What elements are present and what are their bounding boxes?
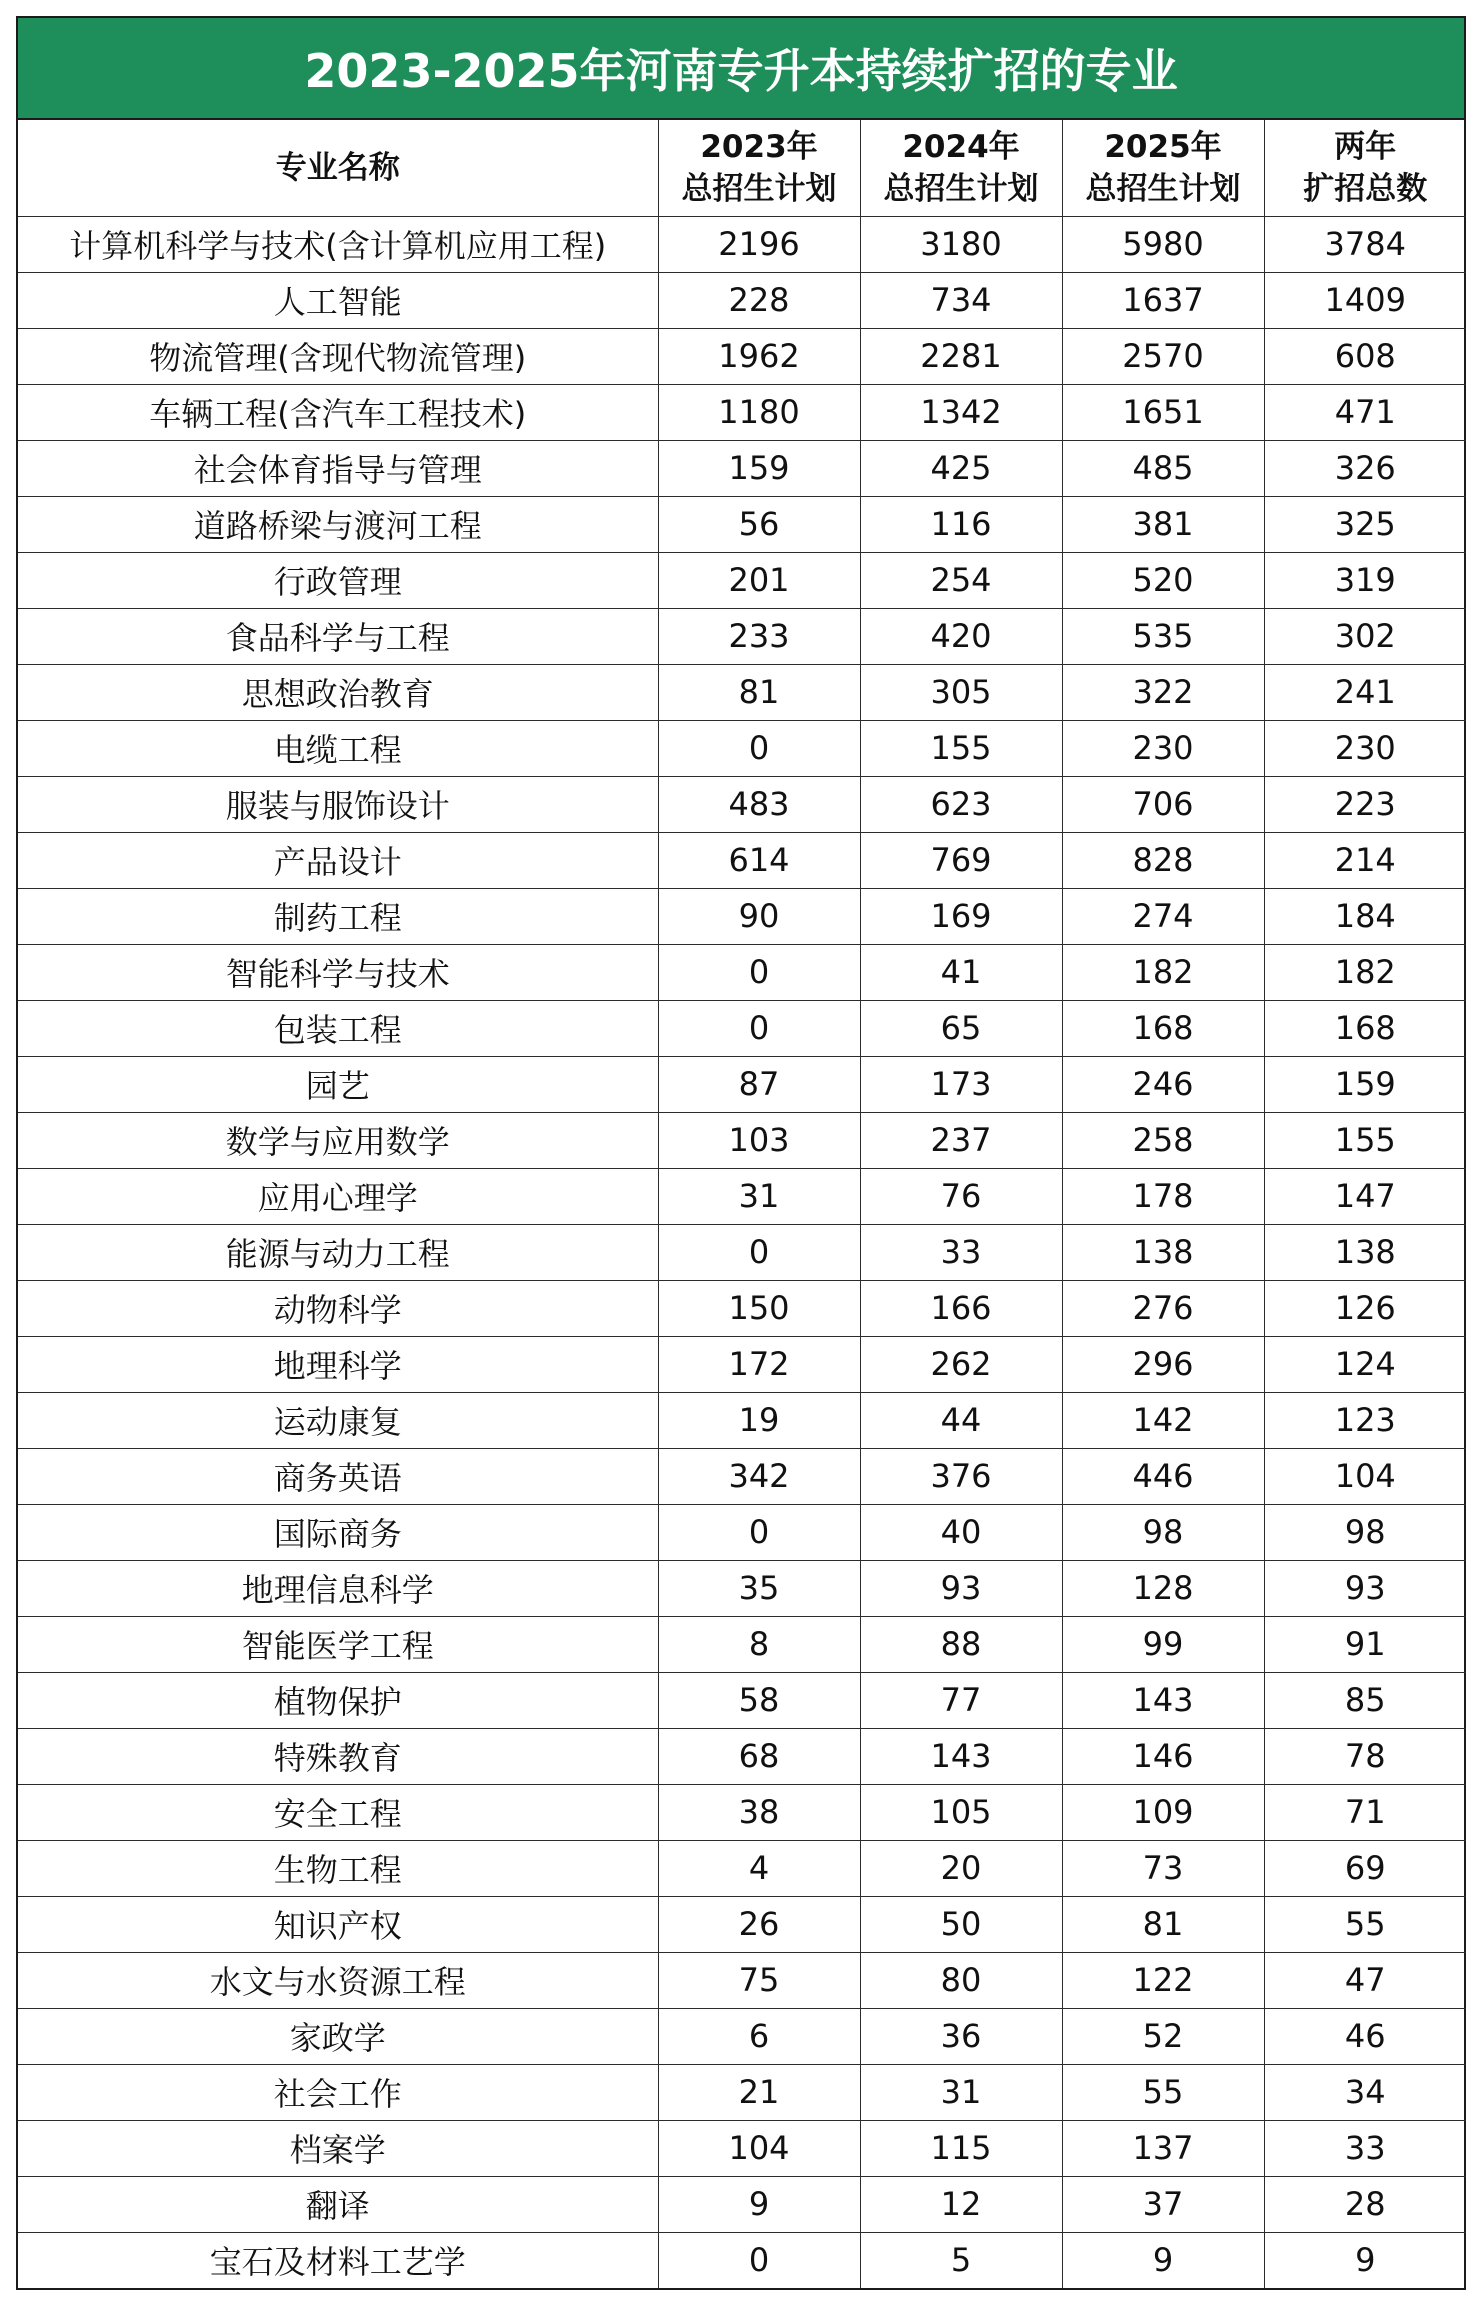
plan-2024-cell: 88 xyxy=(860,1616,1062,1672)
table-row xyxy=(18,1840,1466,1896)
table-row xyxy=(18,1448,1466,1504)
major-name-cell: 食品科学与工程 xyxy=(18,608,658,664)
major-name-cell: 园艺 xyxy=(18,1056,658,1112)
plan-2024-cell: 3180 xyxy=(860,216,1062,272)
header-2024-line1: 2024年 xyxy=(902,128,1020,165)
major-name-cell: 计算机科学与技术(含计算机应用工程) xyxy=(18,216,658,272)
plan-2023-cell: 0 xyxy=(658,720,860,776)
plan-2025-cell: 99 xyxy=(1062,1616,1264,1672)
plan-2025-cell: 828 xyxy=(1062,832,1264,888)
plan-2025-cell: 128 xyxy=(1062,1560,1264,1616)
increase-total-cell: 93 xyxy=(1264,1560,1466,1616)
table-row xyxy=(18,2232,1466,2288)
plan-2024-cell: 40 xyxy=(860,1504,1062,1560)
plan-2025-cell: 258 xyxy=(1062,1112,1264,1168)
plan-2023-cell: 1180 xyxy=(658,384,860,440)
plan-2025-cell: 182 xyxy=(1062,944,1264,1000)
plan-2025-cell: 520 xyxy=(1062,552,1264,608)
increase-total-cell: 159 xyxy=(1264,1056,1466,1112)
table-row xyxy=(18,216,1466,272)
header-increase xyxy=(1264,120,1466,216)
plan-2024-cell: 262 xyxy=(860,1336,1062,1392)
major-name-cell: 服装与服饰设计 xyxy=(18,776,658,832)
table-row xyxy=(18,608,1466,664)
plan-2023-cell: 68 xyxy=(658,1728,860,1784)
table-row xyxy=(18,1112,1466,1168)
plan-2023-cell: 0 xyxy=(658,1504,860,1560)
increase-total-cell: 608 xyxy=(1264,328,1466,384)
plan-2025-cell: 73 xyxy=(1062,1840,1264,1896)
plan-2024-cell: 5 xyxy=(860,2232,1062,2288)
header-2025 xyxy=(1062,120,1264,216)
plan-2025-cell: 2570 xyxy=(1062,328,1264,384)
plan-2025-cell: 322 xyxy=(1062,664,1264,720)
increase-total-cell: 230 xyxy=(1264,720,1466,776)
table-row xyxy=(18,1728,1466,1784)
increase-total-cell: 46 xyxy=(1264,2008,1466,2064)
increase-total-cell: 147 xyxy=(1264,1168,1466,1224)
plan-2023-cell: 104 xyxy=(658,2120,860,2176)
table-row xyxy=(18,272,1466,328)
plan-2024-cell: 623 xyxy=(860,776,1062,832)
major-name-cell: 产品设计 xyxy=(18,832,658,888)
increase-total-cell: 223 xyxy=(1264,776,1466,832)
increase-total-cell: 138 xyxy=(1264,1224,1466,1280)
table-row xyxy=(18,664,1466,720)
plan-2023-cell: 8 xyxy=(658,1616,860,1672)
header-2024 xyxy=(860,120,1062,216)
plan-2023-cell: 342 xyxy=(658,1448,860,1504)
plan-2024-cell: 12 xyxy=(860,2176,1062,2232)
major-name-cell: 车辆工程(含汽车工程技术) xyxy=(18,384,658,440)
increase-total-cell: 155 xyxy=(1264,1112,1466,1168)
plan-2023-cell: 150 xyxy=(658,1280,860,1336)
plan-2024-cell: 65 xyxy=(860,1000,1062,1056)
plan-2023-cell: 0 xyxy=(658,2232,860,2288)
plan-2025-cell: 246 xyxy=(1062,1056,1264,1112)
plan-2024-cell: 76 xyxy=(860,1168,1062,1224)
major-name-cell: 人工智能 xyxy=(18,272,658,328)
plan-2024-cell: 769 xyxy=(860,832,1062,888)
major-name-cell: 能源与动力工程 xyxy=(18,1224,658,1280)
plan-2025-cell: 706 xyxy=(1062,776,1264,832)
major-name-cell: 地理科学 xyxy=(18,1336,658,1392)
major-name-cell: 档案学 xyxy=(18,2120,658,2176)
plan-2024-cell: 376 xyxy=(860,1448,1062,1504)
plan-2025-cell: 178 xyxy=(1062,1168,1264,1224)
plan-2024-cell: 305 xyxy=(860,664,1062,720)
enrollment-sheet xyxy=(16,16,1466,2290)
table-row xyxy=(18,2064,1466,2120)
plan-2024-cell: 36 xyxy=(860,2008,1062,2064)
table-row xyxy=(18,776,1466,832)
plan-2025-cell: 381 xyxy=(1062,496,1264,552)
plan-2023-cell: 21 xyxy=(658,2064,860,2120)
plan-2025-cell: 485 xyxy=(1062,440,1264,496)
increase-total-cell: 325 xyxy=(1264,496,1466,552)
plan-2024-cell: 44 xyxy=(860,1392,1062,1448)
header-major-name: 专业名称 xyxy=(18,120,658,216)
major-name-cell: 思想政治教育 xyxy=(18,664,658,720)
plan-2024-cell: 31 xyxy=(860,2064,1062,2120)
plan-2025-cell: 138 xyxy=(1062,1224,1264,1280)
major-name-cell: 特殊教育 xyxy=(18,1728,658,1784)
plan-2023-cell: 58 xyxy=(658,1672,860,1728)
table-row xyxy=(18,832,1466,888)
plan-2024-cell: 50 xyxy=(860,1896,1062,1952)
major-name-cell: 包装工程 xyxy=(18,1000,658,1056)
plan-2023-cell: 0 xyxy=(658,1224,860,1280)
plan-2023-cell: 81 xyxy=(658,664,860,720)
header-row xyxy=(18,120,1466,216)
increase-total-cell: 9 xyxy=(1264,2232,1466,2288)
table-row xyxy=(18,1168,1466,1224)
plan-2025-cell: 137 xyxy=(1062,2120,1264,2176)
increase-total-cell: 326 xyxy=(1264,440,1466,496)
plan-2024-cell: 237 xyxy=(860,1112,1062,1168)
table-row xyxy=(18,1280,1466,1336)
major-name-cell: 水文与水资源工程 xyxy=(18,1952,658,2008)
plan-2023-cell: 26 xyxy=(658,1896,860,1952)
increase-total-cell: 85 xyxy=(1264,1672,1466,1728)
plan-2024-cell: 254 xyxy=(860,552,1062,608)
major-name-cell: 应用心理学 xyxy=(18,1168,658,1224)
plan-2023-cell: 1962 xyxy=(658,328,860,384)
plan-2025-cell: 143 xyxy=(1062,1672,1264,1728)
major-name-cell: 家政学 xyxy=(18,2008,658,2064)
table-row xyxy=(18,440,1466,496)
plan-2025-cell: 52 xyxy=(1062,2008,1264,2064)
major-name-cell: 智能医学工程 xyxy=(18,1616,658,1672)
major-name-cell: 翻译 xyxy=(18,2176,658,2232)
plan-2023-cell: 90 xyxy=(658,888,860,944)
plan-2024-cell: 115 xyxy=(860,2120,1062,2176)
increase-total-cell: 319 xyxy=(1264,552,1466,608)
table-row xyxy=(18,496,1466,552)
header-2025-line2: 总招生计划 xyxy=(1085,170,1241,207)
table-row xyxy=(18,1336,1466,1392)
header-2025-line1: 2025年 xyxy=(1104,128,1222,165)
plan-2024-cell: 33 xyxy=(860,1224,1062,1280)
table-row xyxy=(18,1672,1466,1728)
major-name-cell: 智能科学与技术 xyxy=(18,944,658,1000)
major-name-cell: 地理信息科学 xyxy=(18,1560,658,1616)
plan-2025-cell: 296 xyxy=(1062,1336,1264,1392)
table-row xyxy=(18,552,1466,608)
major-name-cell: 宝石及材料工艺学 xyxy=(18,2232,658,2288)
table-row xyxy=(18,1224,1466,1280)
plan-2023-cell: 56 xyxy=(658,496,860,552)
plan-2025-cell: 446 xyxy=(1062,1448,1264,1504)
increase-total-cell: 33 xyxy=(1264,2120,1466,2176)
major-name-cell: 道路桥梁与渡河工程 xyxy=(18,496,658,552)
major-name-cell: 商务英语 xyxy=(18,1448,658,1504)
increase-total-cell: 123 xyxy=(1264,1392,1466,1448)
table-row xyxy=(18,1000,1466,1056)
plan-2024-cell: 169 xyxy=(860,888,1062,944)
major-name-cell: 社会工作 xyxy=(18,2064,658,2120)
major-name-cell: 社会体育指导与管理 xyxy=(18,440,658,496)
table-row xyxy=(18,384,1466,440)
increase-total-cell: 104 xyxy=(1264,1448,1466,1504)
table-row xyxy=(18,2120,1466,2176)
plan-2023-cell: 483 xyxy=(658,776,860,832)
plan-2025-cell: 142 xyxy=(1062,1392,1264,1448)
plan-2023-cell: 172 xyxy=(658,1336,860,1392)
table-row xyxy=(18,1616,1466,1672)
increase-total-cell: 126 xyxy=(1264,1280,1466,1336)
major-name-cell: 数学与应用数学 xyxy=(18,1112,658,1168)
increase-total-cell: 124 xyxy=(1264,1336,1466,1392)
plan-2024-cell: 20 xyxy=(860,1840,1062,1896)
increase-total-cell: 241 xyxy=(1264,664,1466,720)
increase-total-cell: 168 xyxy=(1264,1000,1466,1056)
plan-2025-cell: 55 xyxy=(1062,2064,1264,2120)
table-row xyxy=(18,720,1466,776)
major-name-cell: 动物科学 xyxy=(18,1280,658,1336)
plan-2023-cell: 35 xyxy=(658,1560,860,1616)
plan-2025-cell: 276 xyxy=(1062,1280,1264,1336)
major-name-cell: 运动康复 xyxy=(18,1392,658,1448)
plan-2024-cell: 1342 xyxy=(860,384,1062,440)
table-row xyxy=(18,1784,1466,1840)
table-row xyxy=(18,328,1466,384)
increase-total-cell: 1409 xyxy=(1264,272,1466,328)
table-row xyxy=(18,1392,1466,1448)
plan-2024-cell: 155 xyxy=(860,720,1062,776)
plan-2023-cell: 87 xyxy=(658,1056,860,1112)
major-name-cell: 植物保护 xyxy=(18,1672,658,1728)
plan-2023-cell: 9 xyxy=(658,2176,860,2232)
plan-2025-cell: 535 xyxy=(1062,608,1264,664)
plan-2024-cell: 420 xyxy=(860,608,1062,664)
table-row xyxy=(18,1560,1466,1616)
increase-total-cell: 71 xyxy=(1264,1784,1466,1840)
plan-2025-cell: 274 xyxy=(1062,888,1264,944)
plan-2023-cell: 201 xyxy=(658,552,860,608)
major-name-cell: 电缆工程 xyxy=(18,720,658,776)
plan-2024-cell: 116 xyxy=(860,496,1062,552)
header-increase-line1: 两年 xyxy=(1334,128,1397,165)
plan-2023-cell: 19 xyxy=(658,1392,860,1448)
increase-total-cell: 34 xyxy=(1264,2064,1466,2120)
increase-total-cell: 55 xyxy=(1264,1896,1466,1952)
table-body xyxy=(18,216,1466,2288)
table-row xyxy=(18,2008,1466,2064)
major-name-cell: 行政管理 xyxy=(18,552,658,608)
table-row xyxy=(18,1952,1466,2008)
increase-total-cell: 184 xyxy=(1264,888,1466,944)
plan-2024-cell: 80 xyxy=(860,1952,1062,2008)
table-row xyxy=(18,1504,1466,1560)
increase-total-cell: 471 xyxy=(1264,384,1466,440)
plan-2023-cell: 103 xyxy=(658,1112,860,1168)
plan-2025-cell: 9 xyxy=(1062,2232,1264,2288)
header-increase-line2: 扩招总数 xyxy=(1303,170,1428,207)
plan-2023-cell: 38 xyxy=(658,1784,860,1840)
major-name-cell: 制药工程 xyxy=(18,888,658,944)
plan-2024-cell: 143 xyxy=(860,1728,1062,1784)
increase-total-cell: 98 xyxy=(1264,1504,1466,1560)
plan-2025-cell: 1651 xyxy=(1062,384,1264,440)
plan-2024-cell: 173 xyxy=(860,1056,1062,1112)
plan-2023-cell: 75 xyxy=(658,1952,860,2008)
enrollment-table xyxy=(18,120,1466,2288)
table-row xyxy=(18,1056,1466,1112)
header-2023 xyxy=(658,120,860,216)
plan-2025-cell: 5980 xyxy=(1062,216,1264,272)
major-name-cell: 知识产权 xyxy=(18,1896,658,1952)
plan-2023-cell: 0 xyxy=(658,1000,860,1056)
plan-2023-cell: 228 xyxy=(658,272,860,328)
plan-2025-cell: 230 xyxy=(1062,720,1264,776)
plan-2025-cell: 1637 xyxy=(1062,272,1264,328)
plan-2025-cell: 122 xyxy=(1062,1952,1264,2008)
major-name-cell: 物流管理(含现代物流管理) xyxy=(18,328,658,384)
plan-2025-cell: 168 xyxy=(1062,1000,1264,1056)
increase-total-cell: 3784 xyxy=(1264,216,1466,272)
table-row xyxy=(18,2176,1466,2232)
major-name-cell: 安全工程 xyxy=(18,1784,658,1840)
plan-2025-cell: 146 xyxy=(1062,1728,1264,1784)
major-name-cell: 生物工程 xyxy=(18,1840,658,1896)
plan-2024-cell: 734 xyxy=(860,272,1062,328)
page-title: 2023-2025年河南专升本持续扩招的专业 xyxy=(18,18,1464,120)
plan-2023-cell: 4 xyxy=(658,1840,860,1896)
plan-2025-cell: 81 xyxy=(1062,1896,1264,1952)
increase-total-cell: 91 xyxy=(1264,1616,1466,1672)
plan-2023-cell: 2196 xyxy=(658,216,860,272)
header-2023-line2: 总招生计划 xyxy=(681,170,837,207)
plan-2023-cell: 31 xyxy=(658,1168,860,1224)
increase-total-cell: 214 xyxy=(1264,832,1466,888)
table-row xyxy=(18,944,1466,1000)
increase-total-cell: 69 xyxy=(1264,1840,1466,1896)
plan-2025-cell: 98 xyxy=(1062,1504,1264,1560)
table-row xyxy=(18,888,1466,944)
plan-2024-cell: 93 xyxy=(860,1560,1062,1616)
plan-2023-cell: 614 xyxy=(658,832,860,888)
plan-2024-cell: 425 xyxy=(860,440,1062,496)
header-2023-line1: 2023年 xyxy=(700,128,818,165)
plan-2024-cell: 77 xyxy=(860,1672,1062,1728)
increase-total-cell: 28 xyxy=(1264,2176,1466,2232)
plan-2023-cell: 6 xyxy=(658,2008,860,2064)
increase-total-cell: 78 xyxy=(1264,1728,1466,1784)
increase-total-cell: 302 xyxy=(1264,608,1466,664)
plan-2025-cell: 109 xyxy=(1062,1784,1264,1840)
plan-2023-cell: 0 xyxy=(658,944,860,1000)
plan-2023-cell: 233 xyxy=(658,608,860,664)
increase-total-cell: 47 xyxy=(1264,1952,1466,2008)
plan-2025-cell: 37 xyxy=(1062,2176,1264,2232)
header-2024-line2: 总招生计划 xyxy=(883,170,1039,207)
table-row xyxy=(18,1896,1466,1952)
plan-2024-cell: 41 xyxy=(860,944,1062,1000)
increase-total-cell: 182 xyxy=(1264,944,1466,1000)
major-name-cell: 国际商务 xyxy=(18,1504,658,1560)
plan-2023-cell: 159 xyxy=(658,440,860,496)
plan-2024-cell: 2281 xyxy=(860,328,1062,384)
plan-2024-cell: 105 xyxy=(860,1784,1062,1840)
plan-2024-cell: 166 xyxy=(860,1280,1062,1336)
